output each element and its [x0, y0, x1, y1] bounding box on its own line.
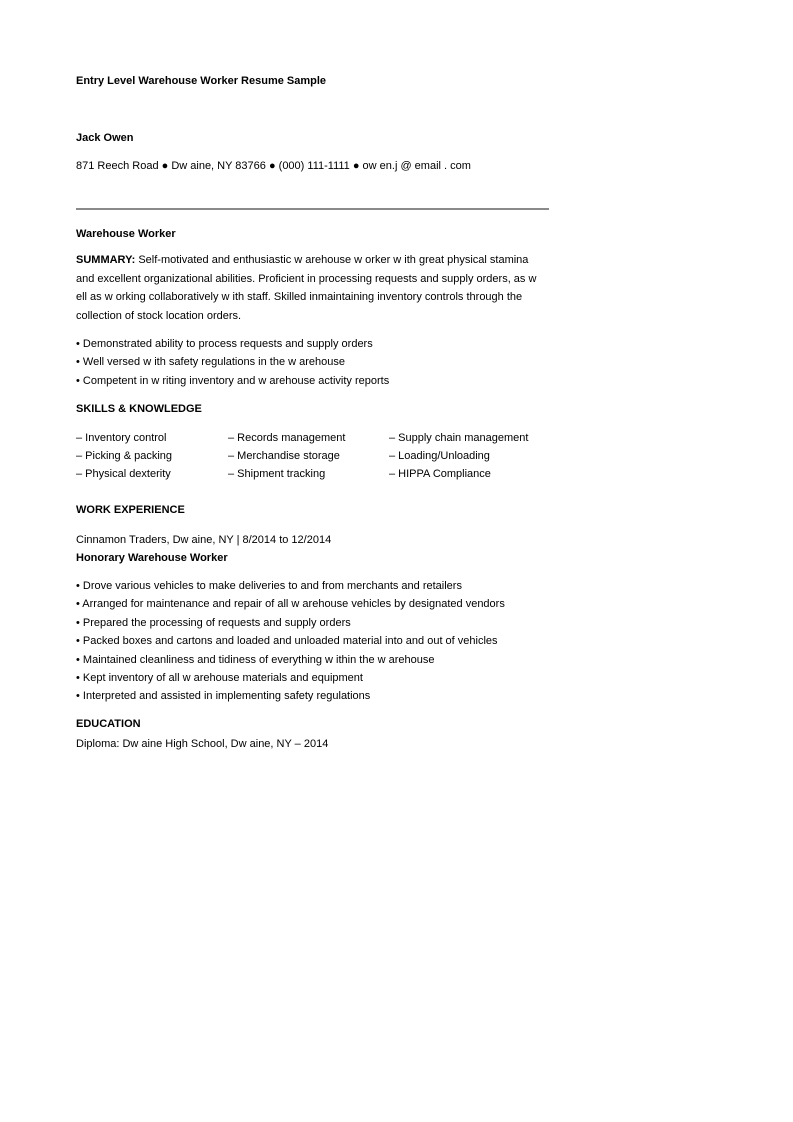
- list-item: • Kept inventory of all w arehouse materials and equipment: [76, 672, 363, 685]
- skills-column: [228, 429, 345, 484]
- summary-label: SUMMARY:: [76, 254, 136, 266]
- skills-column: [76, 429, 172, 484]
- employer-line: Cinnamon Traders, Dw aine, NY | 8/2014 to 12/2014: [76, 534, 332, 546]
- skill-item: – Supply chain management: [389, 432, 529, 444]
- candidate-name: Jack Owen: [76, 132, 134, 144]
- summary-paragraph: [76, 251, 546, 325]
- list-item: • Demonstrated ability to process requests and supply orders: [76, 338, 373, 350]
- job-title: Warehouse Worker: [76, 228, 176, 240]
- summary-text: Self-motivated and enthusiastic w arehouse w orker w ith great physical stamina and excellent organizational abilities. Proficient in processing requests and supply orders, as w ell as w orking collaboratively w ith staff. Skilled inmaintaining inventory controls through the collection of stock location orders.: [76, 254, 537, 322]
- skill-item: – Shipment tracking: [228, 468, 326, 481]
- list-item: • Competent in w riting inventory and w arehouse activity reports: [76, 374, 390, 387]
- skill-item: – Physical dexterity: [76, 468, 171, 481]
- list-item: • Interpreted and assisted in implementing safety regulations: [76, 690, 371, 703]
- role-title: Honorary Warehouse Worker: [76, 552, 228, 564]
- work-experience-heading: WORK EXPERIENCE: [76, 504, 185, 516]
- list-item: • Drove various vehicles to make deliveries to and from merchants and retailers: [76, 580, 462, 592]
- list-item: • Packed boxes and cartons and loaded and unloaded material into and out of vehicles: [76, 635, 498, 648]
- skill-item: – Merchandise storage: [228, 450, 340, 463]
- skill-item: – Inventory control: [76, 432, 167, 444]
- highlights-list: [76, 335, 389, 390]
- document-title: Entry Level Warehouse Worker Resume Sample: [76, 75, 327, 87]
- list-item: • Well versed w ith safety regulations in the w arehouse: [76, 356, 346, 369]
- list-item: • Arranged for maintenance and repair of all w arehouse vehicles by designated vendors: [76, 598, 505, 611]
- skill-item: – Loading/Unloading: [389, 450, 490, 463]
- education-heading: EDUCATION: [76, 718, 141, 730]
- skill-item: – Records management: [228, 432, 346, 444]
- duties-list: [76, 577, 505, 706]
- skills-heading: SKILLS & KNOWLEDGE: [76, 403, 202, 415]
- skills-column: [389, 429, 528, 484]
- header-divider: [76, 208, 549, 210]
- list-item: • Prepared the processing of requests and supply orders: [76, 616, 351, 629]
- contact-line: 871 Reech Road ● Dw aine, NY 83766 ● (000) 111-1111 ● ow en.j @ email . com: [76, 160, 471, 172]
- skill-item: – Picking & packing: [76, 450, 172, 463]
- skill-item: – HIPPA Compliance: [389, 468, 491, 481]
- diploma-line: Diploma: Dw aine High School, Dw aine, NY – 2014: [76, 738, 329, 750]
- list-item: • Maintained cleanliness and tidiness of everything w ithin the w arehouse: [76, 653, 435, 666]
